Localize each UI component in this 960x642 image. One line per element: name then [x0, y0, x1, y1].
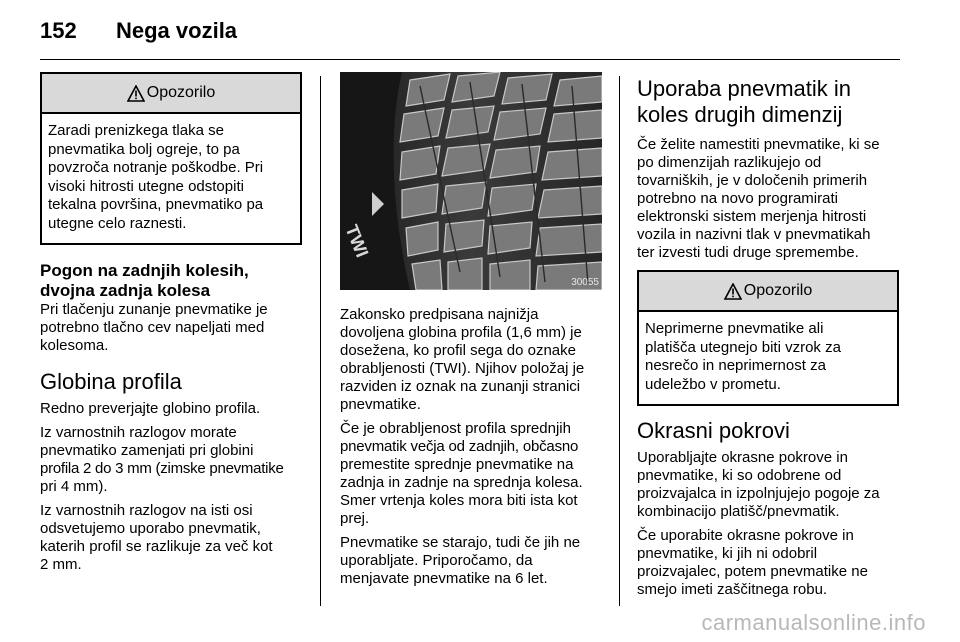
chapter-title: Nega vozila — [116, 18, 238, 43]
page-number: 152 — [40, 18, 77, 43]
heading-line: koles drugih dimenzij — [637, 102, 843, 127]
text-line: uporabljate. Priporočamo, da — [340, 552, 533, 569]
warning-text — [639, 312, 897, 404]
text-line: profila 2 do 3 mm (zimske pnevmatike — [40, 460, 284, 477]
text-line: Če želite namestiti pnevmatike, ki se — [637, 136, 880, 153]
twi-label: TWI — [341, 222, 373, 261]
heading-line: Uporaba pnevmatik in — [637, 76, 852, 101]
text-line: dovoljena globina profila (1,6 mm) je — [340, 324, 582, 341]
text-line: pnevmatik večja od zadnjih, občasno — [340, 438, 579, 455]
heading-line: dvojna zadnja kolesa — [40, 281, 211, 300]
text-line: udeležbo v prometu. — [645, 375, 781, 393]
text-line: 2 mm. — [40, 556, 82, 573]
spacer — [340, 290, 602, 306]
text-line: smejo imeti zaščitnega robu. — [637, 581, 828, 598]
tread-depth-heading: Globina profila — [40, 369, 182, 394]
text-line: proizvajalca in izpolnjujejo pogoje za — [637, 485, 880, 502]
tire-rotation-paragraph — [340, 420, 602, 528]
text-line: pri 4 mm). — [40, 478, 108, 495]
hubcaps-paragraph-1 — [637, 449, 899, 521]
text-line: potrebno tlačno cev napeljati med — [40, 319, 265, 336]
tread-paragraph-3 — [40, 502, 302, 574]
image-number: 30055 — [571, 277, 599, 288]
column-divider-1 — [320, 76, 321, 606]
text-line: Zakonsko predpisana najnižja — [340, 306, 539, 323]
text-line: Pnevmatike se starajo, tudi če jih ne — [340, 534, 581, 551]
other-dimensions-heading — [637, 76, 899, 128]
text-line: obrabljenosti (TWI). Njihov položaj je — [340, 360, 585, 377]
rear-drive-heading — [40, 261, 302, 301]
warning-header — [42, 74, 300, 114]
tread-paragraph-1 — [40, 400, 302, 418]
text-line: pnevmatike, ki jih ni odobril — [637, 545, 818, 562]
text-line: Smer vrtenja koles mora biti ista kot — [340, 492, 578, 509]
text-line: kolesoma. — [40, 337, 109, 354]
text-line: razviden iz oznak na zunanji stranici — [340, 378, 581, 395]
warning-text — [42, 114, 300, 243]
text-line: katerih profil se razlikuje za več kot — [40, 538, 273, 555]
text-line: pnevmatike. — [340, 396, 421, 413]
tire-tread-photo — [340, 72, 602, 290]
text-line: Iz varnostnih razlogov na isti osi — [40, 502, 253, 519]
text-line: tovarniških, je v določenih primerih — [637, 172, 868, 189]
text-line: proizvajalec, potem pnevmatike ne — [637, 563, 868, 580]
text-line: Neprimerne pnevmatike ali — [645, 320, 824, 337]
text-line: pnevmatika bolj ogreje, to pa — [48, 140, 240, 158]
text-line: po dimenzijah razlikujejo od — [637, 154, 822, 171]
text-line: nesrečo in neprimernost za — [645, 357, 826, 374]
watermark: carmanualsonline.info — [701, 610, 926, 635]
text-line: Če uporabite okrasne pokrove in — [637, 527, 854, 544]
text-line: tekalna površina, pnevmatiko pa — [48, 196, 264, 213]
text-line: zadnja in zadnje na sprednja kolesa. — [340, 474, 583, 491]
text-line: prej. — [340, 510, 370, 527]
column-2 — [340, 72, 602, 594]
text-line: pnevmatike, ki so odobrene od — [637, 467, 842, 484]
text-line: pnevmatiko zamenjati pri globini — [40, 442, 254, 459]
text-line: kombinacijo platišč/pnevmatik. — [637, 503, 840, 520]
text-line: odsvetujemo uporabo pnevmatik, — [40, 520, 261, 537]
text-line: ter izvesti tudi druge spremembe. — [637, 244, 859, 261]
column-1 — [40, 72, 302, 580]
text-line: utegne celo raznesti. — [48, 214, 187, 232]
warning-title: Opozorilo — [146, 84, 216, 101]
text-line: Iz varnostnih razlogov morate — [40, 424, 237, 441]
text-line: Redno preverjajte globino profila. — [40, 400, 261, 417]
text-line: Uporabljajte okrasne pokrove in — [637, 449, 848, 466]
header-divider — [40, 59, 900, 60]
rear-drive-text — [40, 301, 302, 355]
text-line: menjavate pnevmatike na 6 let. — [340, 570, 548, 587]
text-line: Zaradi prenizkega tlaka se — [48, 122, 224, 139]
tire-tread-illustration — [340, 72, 602, 290]
warning-triangle-icon — [127, 85, 145, 102]
text-line: platišča utegnejo biti vzrok za — [645, 338, 841, 356]
text-line: elektronski sistem merjenja hitrosti — [637, 208, 867, 225]
text-line: Pri tlačenju zunanje pnevmatike je — [40, 301, 268, 318]
text-line: vozila in nazivni tlak v pnevmatikah — [637, 226, 871, 243]
tread-legal-paragraph — [340, 306, 602, 414]
text-line: premestite sprednje pnevmatike na — [340, 456, 574, 473]
text-line: visoki hitrosti utegne odstopiti — [48, 177, 244, 195]
heading-line: Pogon na zadnjih kolesih, — [40, 261, 249, 280]
hubcaps-heading: Okrasni pokrovi — [637, 418, 790, 443]
tread-paragraph-2 — [40, 424, 302, 496]
warning-box-unsuitable — [637, 270, 899, 406]
text-line: potrebno na novo programirati — [637, 190, 838, 207]
other-dimensions-text — [637, 136, 899, 262]
column-divider-2 — [619, 76, 620, 606]
text-line: dosežena, ko profil sega do oznake — [340, 342, 576, 359]
tire-age-paragraph — [340, 534, 602, 588]
hubcaps-paragraph-2 — [637, 527, 899, 599]
warning-title: Opozorilo — [743, 282, 813, 299]
warning-triangle-icon — [724, 283, 742, 300]
warning-box-pressure — [40, 72, 302, 245]
text-line: povzroča notranje poškodbe. Pri — [48, 159, 264, 176]
warning-header — [639, 272, 897, 312]
text-line: Če je obrabljenost profila sprednjih — [340, 420, 571, 437]
column-3 — [637, 72, 899, 605]
